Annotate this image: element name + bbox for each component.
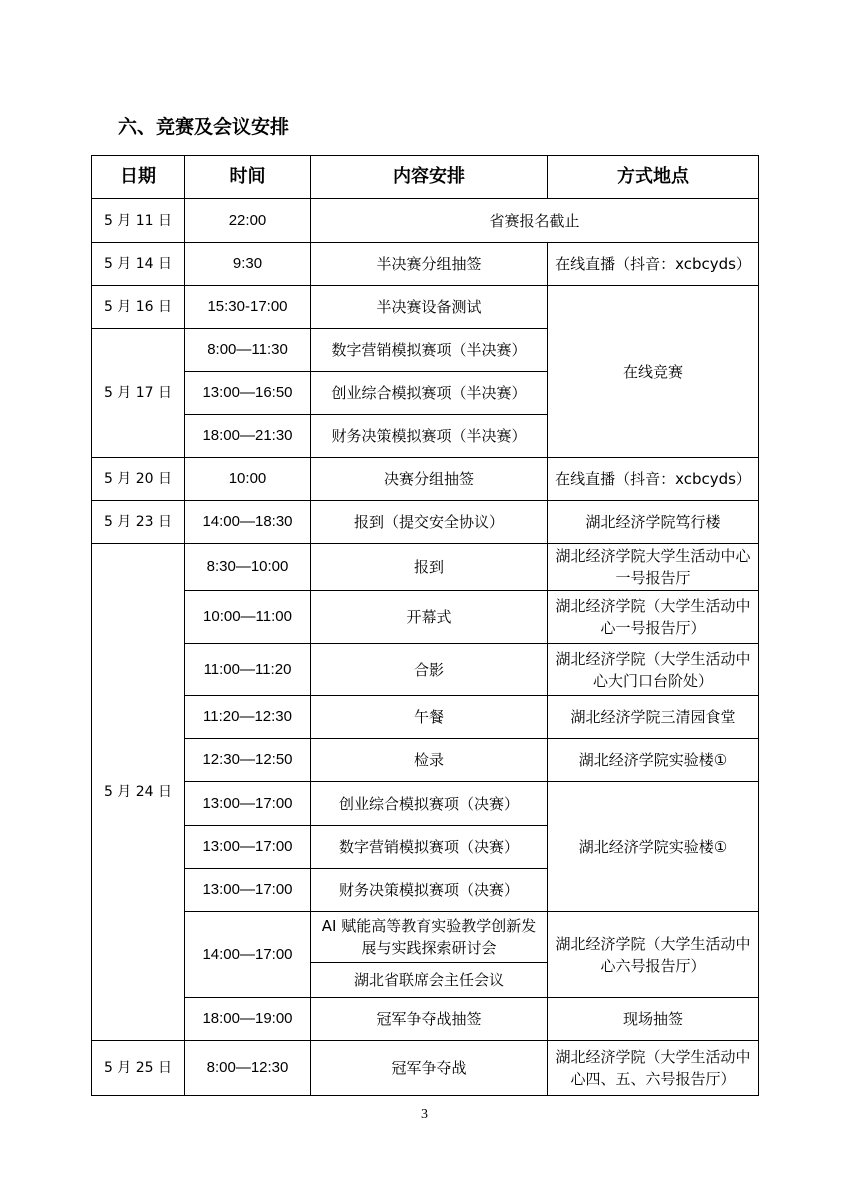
- table-row: [92, 199, 759, 243]
- place-cell: 在线竞赛: [548, 286, 759, 458]
- content-cell: 半决赛分组抽签: [311, 243, 548, 286]
- table-row: [92, 782, 759, 826]
- date-cell: 5 月 14 日: [92, 243, 185, 286]
- date-cell: 5 月 25 日: [92, 1041, 185, 1096]
- table-row: [92, 458, 759, 501]
- table-row: [92, 644, 759, 696]
- time-cell: 9:30: [185, 243, 311, 286]
- header-place: 方式地点: [548, 156, 759, 199]
- content-cell: 数字营销模拟赛项（半决赛）: [311, 329, 548, 372]
- date-cell: 5 月 24 日: [92, 544, 185, 1041]
- content-cell: 报到（提交安全协议）: [311, 501, 548, 544]
- content-cell: 冠军争夺战抽签: [311, 998, 548, 1041]
- table-row: [92, 1041, 759, 1096]
- content-cell: 午餐: [311, 696, 548, 739]
- time-cell: 10:00: [185, 458, 311, 501]
- section-heading: 六、竞赛及会议安排: [118, 116, 290, 138]
- time-cell: 18:00—21:30: [185, 415, 311, 458]
- time-cell: 13:00—17:00: [185, 869, 311, 912]
- table-header-row: [92, 156, 759, 199]
- time-cell: 11:00—11:20: [185, 644, 311, 696]
- date-cell: 5 月 23 日: [92, 501, 185, 544]
- time-cell: 14:00—17:00: [185, 912, 311, 998]
- page-number: 3: [421, 1107, 428, 1122]
- time-cell: 8:00—12:30: [185, 1041, 311, 1096]
- time-cell: 14:00—18:30: [185, 501, 311, 544]
- place-cell: 湖北经济学院大学生活动中心一号报告厅: [548, 544, 759, 591]
- content-cell: 报到: [311, 544, 548, 591]
- place-cell: 在线直播（抖音：xcbcyds）: [548, 243, 759, 286]
- content-cell: 创业综合模拟赛项（半决赛）: [311, 372, 548, 415]
- time-cell: 13:00—16:50: [185, 372, 311, 415]
- content-cell: 检录: [311, 739, 548, 782]
- place-cell: 湖北经济学院三清园食堂: [548, 696, 759, 739]
- content-cell: 决赛分组抽签: [311, 458, 548, 501]
- content-cell: 湖北省联席会主任会议: [311, 963, 548, 998]
- time-cell: 15:30-17:00: [185, 286, 311, 329]
- time-cell: 10:00—11:00: [185, 591, 311, 644]
- date-cell: 5 月 17 日: [92, 329, 185, 458]
- content-cell: 开幕式: [311, 591, 548, 644]
- content-cell: 省赛报名截止: [311, 199, 759, 243]
- place-cell: 湖北经济学院（大学生活动中心六号报告厅）: [548, 912, 759, 998]
- content-cell: 半决赛设备测试: [311, 286, 548, 329]
- header-content: 内容安排: [311, 156, 548, 199]
- place-cell: 湖北经济学院实验楼①: [548, 739, 759, 782]
- table-row: [92, 286, 759, 329]
- content-cell: 财务决策模拟赛项（半决赛）: [311, 415, 548, 458]
- table-row: [92, 998, 759, 1041]
- time-cell: 18:00—19:00: [185, 998, 311, 1041]
- place-cell: 现场抽签: [548, 998, 759, 1041]
- time-cell: 22:00: [185, 199, 311, 243]
- place-cell: 湖北经济学院（大学生活动中心四、五、六号报告厅）: [548, 1041, 759, 1096]
- place-cell: 湖北经济学院笃行楼: [548, 501, 759, 544]
- content-cell: 数字营销模拟赛项（决赛）: [311, 826, 548, 869]
- place-cell: 湖北经济学院实验楼①: [548, 782, 759, 912]
- schedule-table: [91, 155, 759, 1096]
- content-cell: AI 赋能高等教育实验教学创新发展与实践探索研讨会: [311, 912, 548, 963]
- table-row: [92, 739, 759, 782]
- content-cell: 冠军争夺战: [311, 1041, 548, 1096]
- table-row: [92, 501, 759, 544]
- date-cell: 5 月 16 日: [92, 286, 185, 329]
- table-row: [92, 243, 759, 286]
- content-cell: 创业综合模拟赛项（决赛）: [311, 782, 548, 826]
- date-cell: 5 月 11 日: [92, 199, 185, 243]
- place-cell: 湖北经济学院（大学生活动中心大门口台阶处）: [548, 644, 759, 696]
- place-cell: 在线直播（抖音：xcbcyds）: [548, 458, 759, 501]
- time-cell: 12:30—12:50: [185, 739, 311, 782]
- time-cell: 13:00—17:00: [185, 782, 311, 826]
- time-cell: 8:00—11:30: [185, 329, 311, 372]
- content-cell: 合影: [311, 644, 548, 696]
- table-row: [92, 912, 759, 963]
- table-row: [92, 544, 759, 591]
- table-row: [92, 696, 759, 739]
- header-date: 日期: [92, 156, 185, 199]
- content-cell: 财务决策模拟赛项（决赛）: [311, 869, 548, 912]
- date-cell: 5 月 20 日: [92, 458, 185, 501]
- time-cell: 13:00—17:00: [185, 826, 311, 869]
- place-cell: 湖北经济学院（大学生活动中心一号报告厅）: [548, 591, 759, 644]
- time-cell: 11:20—12:30: [185, 696, 311, 739]
- table-row: [92, 591, 759, 644]
- header-time: 时间: [185, 156, 311, 199]
- time-cell: 8:30—10:00: [185, 544, 311, 591]
